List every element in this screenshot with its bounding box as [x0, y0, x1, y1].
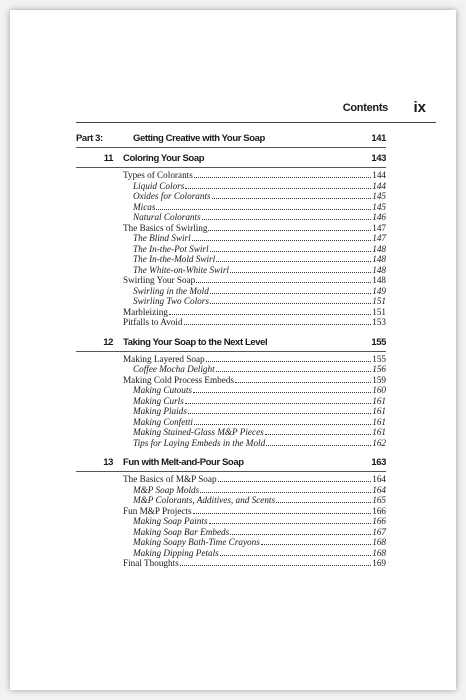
entry-page: 164	[372, 484, 386, 495]
toc-subentry	[123, 537, 386, 548]
toc-subentry	[123, 191, 386, 202]
dot-leader	[193, 385, 371, 393]
toc-subentry	[123, 254, 386, 265]
toc-subentry	[123, 438, 386, 449]
chapter-entries	[123, 354, 386, 449]
toc-subentry	[123, 427, 386, 438]
entry-title: M&P Colorants, Additives, and Scents	[133, 495, 276, 505]
chapter-heading	[76, 454, 386, 472]
toc-subentry	[123, 233, 386, 244]
entry-page: 148	[372, 275, 386, 285]
toc-entry	[123, 223, 386, 234]
dot-leader	[265, 427, 371, 435]
toc-subentry	[123, 212, 386, 223]
chapter-title: Fun with Melt-and-Pour Soap	[123, 457, 244, 468]
dot-leader	[196, 275, 371, 283]
chapter-heading	[76, 150, 386, 168]
entry-page: 164	[372, 474, 386, 484]
entry-title: The Basics of Swirling	[123, 222, 208, 233]
dot-leader	[216, 364, 372, 372]
entry-title: Making Layered Soap	[123, 353, 205, 364]
entry-page: 156	[372, 364, 386, 374]
chapter-title: Taking Your Soap to the Next Level	[123, 336, 268, 348]
toc-subentry	[123, 417, 386, 428]
dot-leader	[212, 191, 372, 199]
header-title: Contents	[342, 102, 388, 114]
entry-title: Swirling Two Colors	[133, 296, 209, 306]
chapter-number: 12	[103, 336, 113, 348]
entry-title: Swirling Your Soap	[123, 275, 196, 285]
header-page-number: ix	[413, 99, 426, 116]
entry-page: 166	[372, 505, 386, 516]
entry-page: 148	[372, 264, 386, 275]
entry-title: Making Cutouts	[133, 385, 192, 395]
dot-leader	[206, 354, 372, 362]
chapter-page: 143	[371, 153, 386, 164]
toc-subentry	[123, 396, 386, 407]
entry-page: 145	[372, 201, 386, 212]
part-title: Getting Creative with Your Soap	[133, 133, 265, 144]
entry-title: Final Thoughts	[123, 558, 179, 568]
dot-leader	[192, 233, 372, 241]
dot-leader	[276, 495, 371, 503]
entry-title: Marbleizing	[123, 306, 168, 317]
entry-title: The Basics of M&P Soap	[123, 474, 217, 484]
entry-page: 165	[372, 495, 386, 505]
dot-leader	[194, 170, 371, 178]
entry-page: 148	[372, 243, 386, 254]
dot-leader	[230, 527, 371, 535]
entry-title: Oxides for Colorants	[133, 191, 211, 201]
chapter-list	[76, 150, 386, 569]
entry-page: 146	[372, 212, 386, 222]
entry-page: 166	[372, 516, 386, 526]
entry-title: Making Cold Process Embeds	[123, 374, 235, 385]
entry-page: 149	[372, 285, 386, 296]
entry-title: Swirling in the Mold	[133, 285, 209, 296]
toc-subentry	[123, 181, 386, 192]
dot-leader	[185, 181, 371, 189]
chapter-heading	[76, 334, 386, 352]
entry-title: Making Stained-Glass M&P Pieces	[133, 427, 264, 437]
toc-subentry	[123, 385, 386, 396]
entry-page: 151	[372, 296, 386, 306]
chapter-page: 163	[371, 457, 386, 468]
entry-page: 147	[372, 233, 386, 243]
dot-leader	[208, 223, 371, 231]
dot-leader	[193, 506, 372, 514]
entry-page: 144	[372, 170, 386, 180]
entry-title: Micas	[133, 201, 156, 212]
toc-subentry	[123, 364, 386, 375]
toc-entry	[123, 307, 386, 318]
entry-title: Making Curls	[133, 395, 184, 406]
entry-title: The Blind Swirl	[133, 233, 191, 243]
toc-entry	[123, 506, 386, 517]
entry-title: Fun M&P Projects	[123, 505, 192, 516]
dot-leader	[156, 202, 371, 210]
entry-title: The In-the-Mold Swirl	[133, 254, 216, 264]
dot-leader	[266, 438, 371, 446]
toc-subentry	[123, 296, 386, 307]
toc-subentry	[123, 516, 386, 527]
entry-page: 161	[372, 427, 386, 437]
toc-entry	[123, 170, 386, 181]
entry-page: 168	[372, 547, 386, 558]
entry-page: 159	[372, 374, 386, 385]
dot-leader	[230, 265, 371, 273]
entry-page: 147	[372, 222, 386, 233]
table-of-contents	[76, 130, 386, 569]
entry-page: 160	[372, 385, 386, 395]
entry-page: 161	[372, 395, 386, 406]
entry-page: 155	[372, 353, 386, 364]
entry-page: 148	[372, 254, 386, 264]
dot-leader	[218, 474, 372, 482]
entry-title: The In-the-Pot Swirl	[133, 243, 209, 254]
entry-title: Making Soapy Bath-Time Crayons	[133, 537, 260, 547]
toc-entry	[123, 375, 386, 386]
entry-title: Making Soap Paints	[133, 516, 208, 526]
toc-subentry	[123, 265, 386, 276]
entry-page: 145	[372, 191, 386, 201]
toc-subentry	[123, 485, 386, 496]
entry-title: Making Plaids	[133, 406, 187, 416]
entry-title: Coffee Mocha Delight	[133, 364, 215, 374]
dot-leader	[184, 317, 372, 325]
dot-leader	[216, 254, 371, 262]
chapter-page: 155	[371, 336, 386, 348]
toc-subentry	[123, 406, 386, 417]
dot-leader	[202, 212, 372, 220]
dot-leader	[210, 286, 371, 294]
dot-leader	[188, 406, 371, 414]
entry-page: 144	[372, 180, 386, 191]
entry-page: 161	[372, 416, 386, 427]
toc-subentry	[123, 244, 386, 255]
entry-title: Making Soap Bar Embeds	[133, 526, 230, 537]
dot-leader	[209, 516, 372, 524]
dot-leader	[235, 375, 371, 383]
dot-leader	[261, 537, 371, 545]
dot-leader	[169, 307, 371, 315]
entry-page: 151	[372, 306, 386, 317]
running-header	[76, 100, 436, 123]
entry-page: 153	[372, 317, 386, 327]
dot-leader	[210, 296, 371, 304]
toc-entry	[123, 558, 386, 569]
dot-leader	[210, 244, 372, 252]
dot-leader	[194, 417, 371, 425]
entry-title: The White-on-White Swirl	[133, 264, 229, 275]
part-heading	[76, 130, 386, 148]
chapter-number: 11	[103, 153, 113, 164]
entry-title: Types of Colorants	[123, 170, 193, 180]
toc-entry	[123, 354, 386, 365]
entry-title: Making Confetti	[133, 416, 193, 427]
chapter-entries	[123, 170, 386, 328]
book-page	[10, 10, 456, 690]
entry-title: Natural Colorants	[133, 212, 201, 222]
toc-subentry	[123, 527, 386, 538]
entry-page: 167	[372, 526, 386, 537]
toc-subentry	[123, 548, 386, 559]
part-label: Part 3:	[76, 133, 103, 144]
entry-page: 168	[372, 537, 386, 547]
entry-title: Liquid Colors	[133, 180, 185, 191]
chapter-number: 13	[103, 457, 113, 468]
toc-subentry	[123, 286, 386, 297]
toc-entry	[123, 275, 386, 286]
toc-subentry	[123, 495, 386, 506]
dot-leader	[200, 485, 371, 493]
entry-page: 169	[372, 558, 386, 568]
toc-entry	[123, 317, 386, 328]
chapter-title: Coloring Your Soap	[123, 153, 205, 164]
entry-title: M&P Soap Molds	[133, 484, 200, 495]
entry-title: Tips for Laying Embeds in the Mold	[133, 437, 266, 448]
toc-entry	[123, 474, 386, 485]
entry-page: 161	[372, 406, 386, 416]
toc-subentry	[123, 202, 386, 213]
chapter-entries	[123, 474, 386, 569]
part-page: 141	[371, 133, 386, 144]
dot-leader	[180, 558, 371, 566]
dot-leader	[220, 548, 371, 556]
entry-title: Pitfalls to Avoid	[123, 317, 183, 327]
dot-leader	[185, 396, 371, 404]
entry-page: 162	[372, 437, 386, 448]
entry-title: Making Dipping Petals	[133, 547, 219, 558]
